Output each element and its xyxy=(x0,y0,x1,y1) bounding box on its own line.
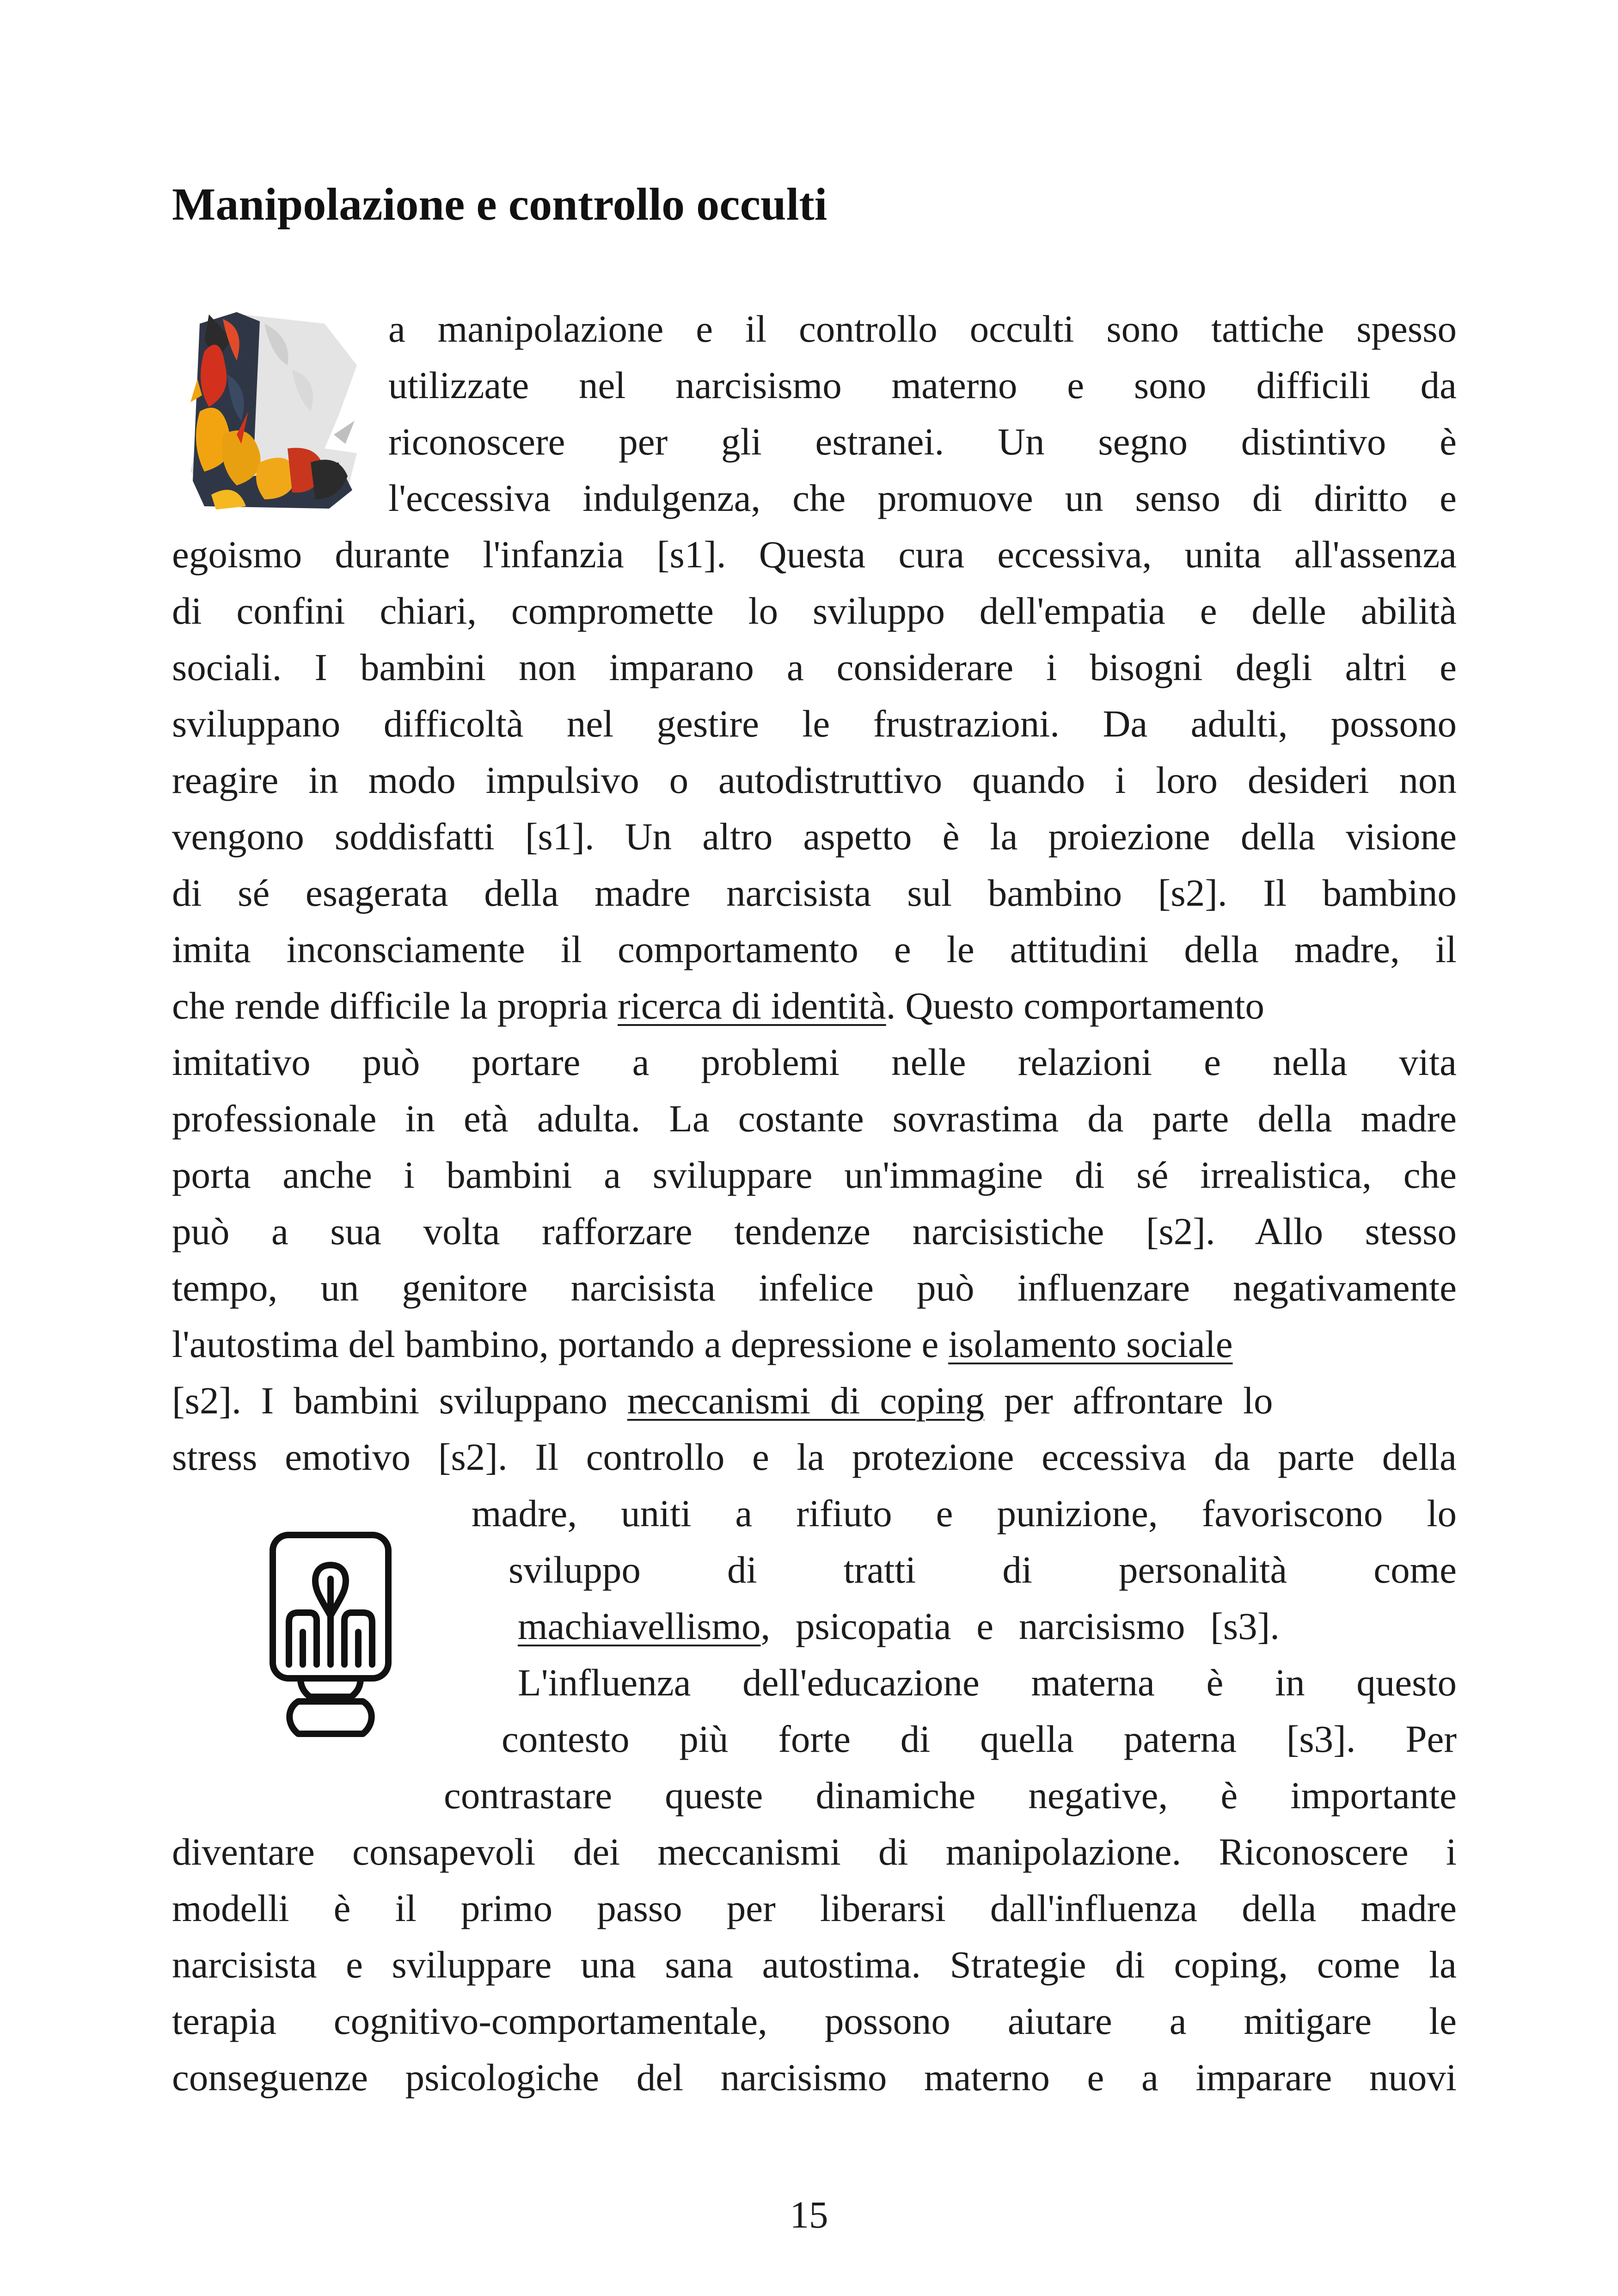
page-title: Manipolazione e controllo occulti xyxy=(172,178,827,230)
body-line: utilizzate nel narcisismo materno e sono difficili da xyxy=(388,364,1457,406)
body-line: stress emotivo [s2]. Il controllo e la protezione eccessiva da parte della xyxy=(172,1436,1457,1478)
underlined-term: ricerca di identità xyxy=(618,984,886,1027)
underlined-term: isolamento sociale xyxy=(948,1323,1233,1365)
body-line: può a sua volta rafforzare tendenze narcisistiche [s2]. Allo stesso xyxy=(172,1210,1457,1252)
body-line: modelli è il primo passo per liberarsi dall'influenza della madre xyxy=(172,1887,1457,1929)
body-line: imitativo può portare a problemi nelle relazioni e nella vita xyxy=(172,1041,1457,1083)
body-line: sviluppano difficoltà nel gestire le frustrazioni. Da adulti, possono xyxy=(172,702,1457,745)
body-line: L'influenza dell'educazione materna è in questo xyxy=(518,1661,1457,1704)
body-line: narcisista e sviluppare una sana autostima. Strategie di coping, come la xyxy=(172,1943,1457,1986)
underlined-term: meccanismi di coping xyxy=(627,1379,985,1422)
body-line: sviluppo di tratti di personalità come xyxy=(509,1548,1457,1591)
body-line: [s2]. I bambini sviluppano meccanismi di coping per affrontare lo xyxy=(172,1379,1273,1422)
body-line: contrastare queste dinamiche negative, è importante xyxy=(444,1774,1457,1817)
underlined-term: machiavellismo xyxy=(518,1605,761,1647)
body-line: imita inconsciamente il comportamento e le attitudini della madre, il xyxy=(172,928,1457,970)
body-line: l'autostima del bambino, portando a depressione e isolamento sociale xyxy=(172,1323,1233,1365)
fiery-letter-L-illustration xyxy=(172,296,366,513)
body-line: egoismo durante l'infanzia [s1]. Questa cura eccessiva, unita all'assenza xyxy=(172,533,1457,576)
body-line: di sé esagerata della madre narcisista sul bambino [s2]. Il bambino xyxy=(172,872,1457,914)
body-line: reagire in modo impulsivo o autodistruttivo quando i loro desideri non xyxy=(172,759,1457,801)
body-line: a manipolazione e il controllo occulti sono tattiche spesso xyxy=(388,307,1457,350)
body-line: madre, uniti a rifiuto e punizione, favoriscono lo xyxy=(472,1492,1457,1535)
body-line: porta anche i bambini a sviluppare un'immagine di sé irrealistica, che xyxy=(172,1154,1457,1196)
body-line: terapia cognitivo-comportamentale, possono aiutare a mitigare le xyxy=(172,2000,1457,2042)
body-line: diventare consapevoli dei meccanismi di manipolazione. Riconoscere i xyxy=(172,1830,1457,1873)
body-line: l'eccessiva indulgenza, che promuove un senso di diritto e xyxy=(388,477,1457,519)
body-line: professionale in età adulta. La costante sovrastima da parte della madre xyxy=(172,1097,1457,1140)
body-line: contesto più forte di quella paterna [s3]. Per xyxy=(502,1718,1457,1760)
body-line: sociali. I bambini non imparano a considerare i bisogni degli altri e xyxy=(172,646,1457,688)
body-line: machiavellismo, psicopatia e narcisismo [s3]. xyxy=(518,1605,1280,1647)
body-line: tempo, un genitore narcisista infelice può influenzare negativamente xyxy=(172,1266,1457,1309)
page-number: 15 xyxy=(790,2193,828,2236)
body-line: conseguenze psicologiche del narcisismo materno e a imparare nuovi xyxy=(172,2056,1457,2099)
body-line: vengono soddisfatti [s1]. Un altro aspetto è la proiezione della visione xyxy=(172,815,1457,858)
body-line: di confini chiari, compromette lo sviluppo dell'empatia e delle abilità xyxy=(172,589,1457,632)
body-line: riconoscere per gli estranei. Un segno distintivo è xyxy=(388,420,1457,463)
figure-in-frame-symbol xyxy=(264,1530,398,1743)
body-line: che rende difficile la propria ricerca di identità. Questo comportamento xyxy=(172,984,1265,1027)
